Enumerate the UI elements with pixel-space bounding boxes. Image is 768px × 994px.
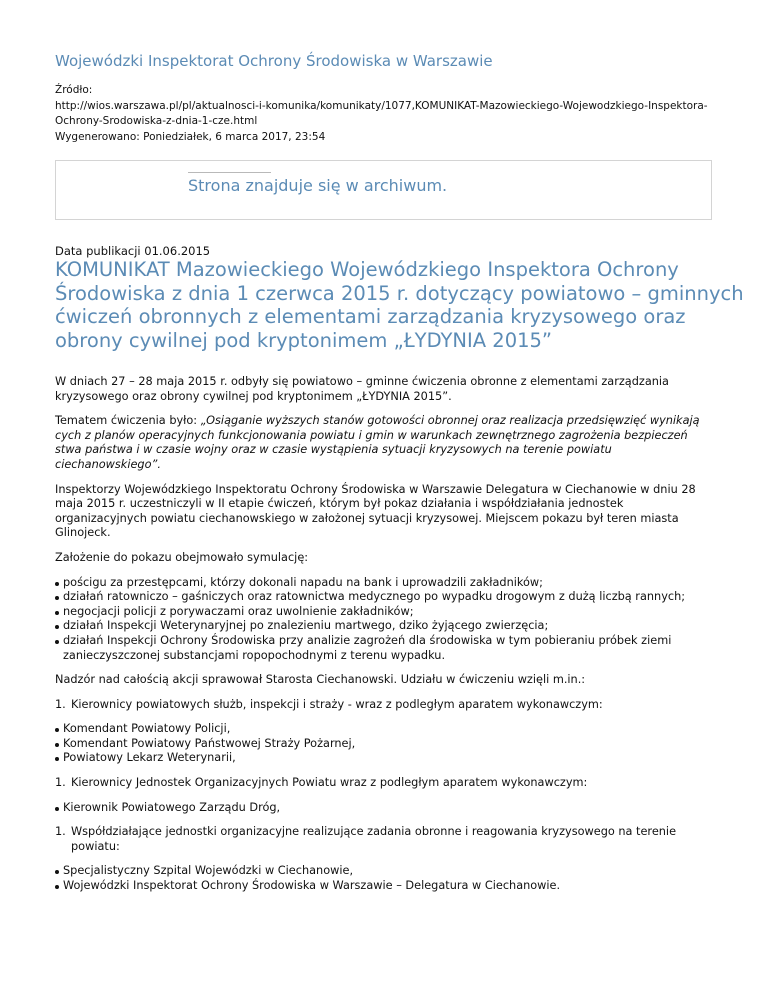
participants-list-2 (55, 801, 745, 816)
list-item-text: Kierownik Powiatowego Zarządu Dróg, (63, 800, 281, 814)
text-line: Inspektorzy Wojewódzkiego Inspektoratu Ochrony Środowiska w Warszawie Delegatura w Ciechanowie w dniu 28 (55, 482, 696, 496)
group-heading (55, 825, 745, 854)
text-line: maja 2015 r. uczestniczyli w II etapie ćwiczeń, którym był pokaz działania i współdziałania jednostek (55, 497, 624, 511)
simulation-list (55, 576, 745, 664)
archive-divider (188, 172, 271, 173)
list-item (55, 864, 745, 879)
list-item-text: Wojewódzki Inspektorat Ochrony Środowiska w Warszawie – Delegatura w Ciechanowie. (63, 879, 561, 893)
text-line: W dniach 27 – 28 maja 2015 r. odbyły się powiatowo – gminne ćwiczenia obronne z elementami zarządzania (55, 375, 669, 388)
group-heading (55, 698, 745, 713)
source-url-line-2[interactable]: Ochrony-Srodowiska-z-dnia-1-cze.html (55, 115, 258, 127)
list-item-text: Specjalistyczny Szpital Wojewódzki w Ciechanowie, (63, 864, 354, 878)
list-item (55, 619, 745, 634)
list-item (55, 751, 745, 766)
list-item-text: Komendant Powiatowy Państwowej Straży Pożarnej, (63, 736, 356, 750)
list-item (55, 634, 745, 663)
text-line: Glinojeck. (55, 526, 111, 540)
paragraph-simulation-intro: Założenie do pokazu obejmowało symulację: (55, 550, 309, 564)
group-number: 1. (55, 697, 66, 711)
article-title-line: obrony cywilnej pod kryptonimem „ŁYDYNIA 2015” (55, 328, 553, 352)
list-item (55, 737, 745, 752)
generated-date: Wygenerowano: Poniedziałek, 6 marca 2017, 23:54 (55, 130, 326, 143)
group-number: 1. (55, 776, 66, 790)
group-label: Kierownicy powiatowych służb, inspekcji i straży - wraz z podległym aparatem wykonawczym: (71, 697, 603, 711)
text-line: organizacyjnych powiatu ciechanowskiego w założonej sytuacji kryzysowej. Miejscem pokazu był teren miasta (55, 511, 679, 525)
topic-italic-line: cych z planów operacyjnych funkcjonowania powiatu i gmin w warunkach zewnętrznego zagrożenia bezpieczeń (55, 428, 688, 442)
list-item (55, 590, 745, 605)
participants-group-2 (55, 776, 745, 791)
source-label: Źródło: (55, 84, 93, 96)
group-label: Kierownicy Jednostek Organizacyjnych Powiatu wraz z podległym aparatem wykonawczym: (71, 776, 588, 790)
article-body (55, 375, 745, 904)
text-line: kryzysowego oraz obrony cywilnej pod kryptonimem „ŁYDYNIA 2015”. (55, 389, 452, 403)
list-item (55, 576, 745, 591)
topic-italic-line: „Osiąganie wyższych stanów gotowości obronnej oraz realizacja przedsięwzięć wynikają (200, 414, 700, 428)
list-item-text: działań ratowniczo – gaśniczych oraz ratownictwa medycznego po wypadku drogowym z dużą liczbą rannych; (63, 590, 686, 604)
publication-date: Data publikacji 01.06.2015 (55, 244, 211, 258)
article-title-line: Środowiska z dnia 1 czerwca 2015 r. dotyczący powiatowo – gminnych (55, 281, 744, 305)
paragraph-supervision: Nadzór nad całością akcji sprawował Starosta Ciechanowski. Udziału w ćwiczeniu wzięli m.in.: (55, 673, 586, 687)
article-title-line: KOMUNIKAT Mazowieckiego Wojewódzkiego Inspektora Ochrony (55, 258, 679, 281)
list-item (55, 801, 745, 816)
participants-group-1 (55, 698, 745, 713)
group-label: powiatu: (71, 839, 120, 853)
list-item (55, 605, 745, 620)
paragraph-topic (55, 414, 745, 472)
document-meta (55, 83, 735, 145)
paragraph-intro (55, 375, 745, 404)
paragraph-inspectors (55, 483, 745, 541)
group-heading (55, 776, 745, 791)
article-title-line: ćwiczeń obronnych z elementami zarządzania kryzysowego oraz (55, 305, 686, 328)
list-item-text: Komendant Powiatowy Policji, (63, 722, 231, 736)
source-url-line-1[interactable]: http://wios.warszawa.pl/pl/aktualnosci-i-komunika/komunikaty/1077,KOMUNIKAT-Mazowieckiego-Wojewodzkiego-Inspektora- (55, 99, 708, 112)
group-label: Współdziałające jednostki organizacyjne realizujące zadania obronne i reagowania kryzysowego na terenie (71, 825, 677, 839)
archive-notice-box (55, 160, 712, 220)
list-item-text: zanieczyszczonej substancjami ropopochodnymi z terenu wypadku. (63, 648, 446, 662)
topic-prefix: Tematem ćwiczenia było: (55, 414, 201, 428)
list-item-text: pościgu za przestępcami, którzy dokonali napadu na bank i uprowadzili zakładników; (63, 575, 543, 589)
topic-italic-line: stwa państwa i w czasie wojny oraz w czasie wystąpienia sytuacji kryzysowych na terenie powiatu (55, 443, 612, 457)
text-line (55, 414, 745, 429)
list-item-text: negocjacji policji z porywaczami oraz uwolnienie zakładników; (63, 604, 414, 618)
archive-notice: Strona znajduje się w archiwum. (188, 176, 448, 195)
article-title (55, 258, 744, 352)
site-title[interactable]: Wojewódzki Inspektorat Ochrony Środowiska w Warszawie (55, 52, 493, 70)
list-item-text: Powiatowy Lekarz Weterynarii, (63, 751, 236, 765)
list-item-text: działań Inspekcji Weterynaryjnej po znalezieniu martwego, dziko żyjącego zwierzęcia; (63, 619, 549, 633)
participants-list-3 (55, 864, 745, 893)
topic-italic-line: ciechanowskiego”. (55, 457, 161, 471)
list-item (55, 879, 745, 894)
group-number: 1. (55, 825, 66, 839)
participants-group-3 (55, 825, 745, 854)
list-item-text: działań Inspekcji Ochrony Środowiska przy analizie zagrożeń dla środowiska w tym pobieraniu próbek ziemi (63, 633, 672, 647)
participants-list-1 (55, 722, 745, 766)
list-item (55, 722, 745, 737)
